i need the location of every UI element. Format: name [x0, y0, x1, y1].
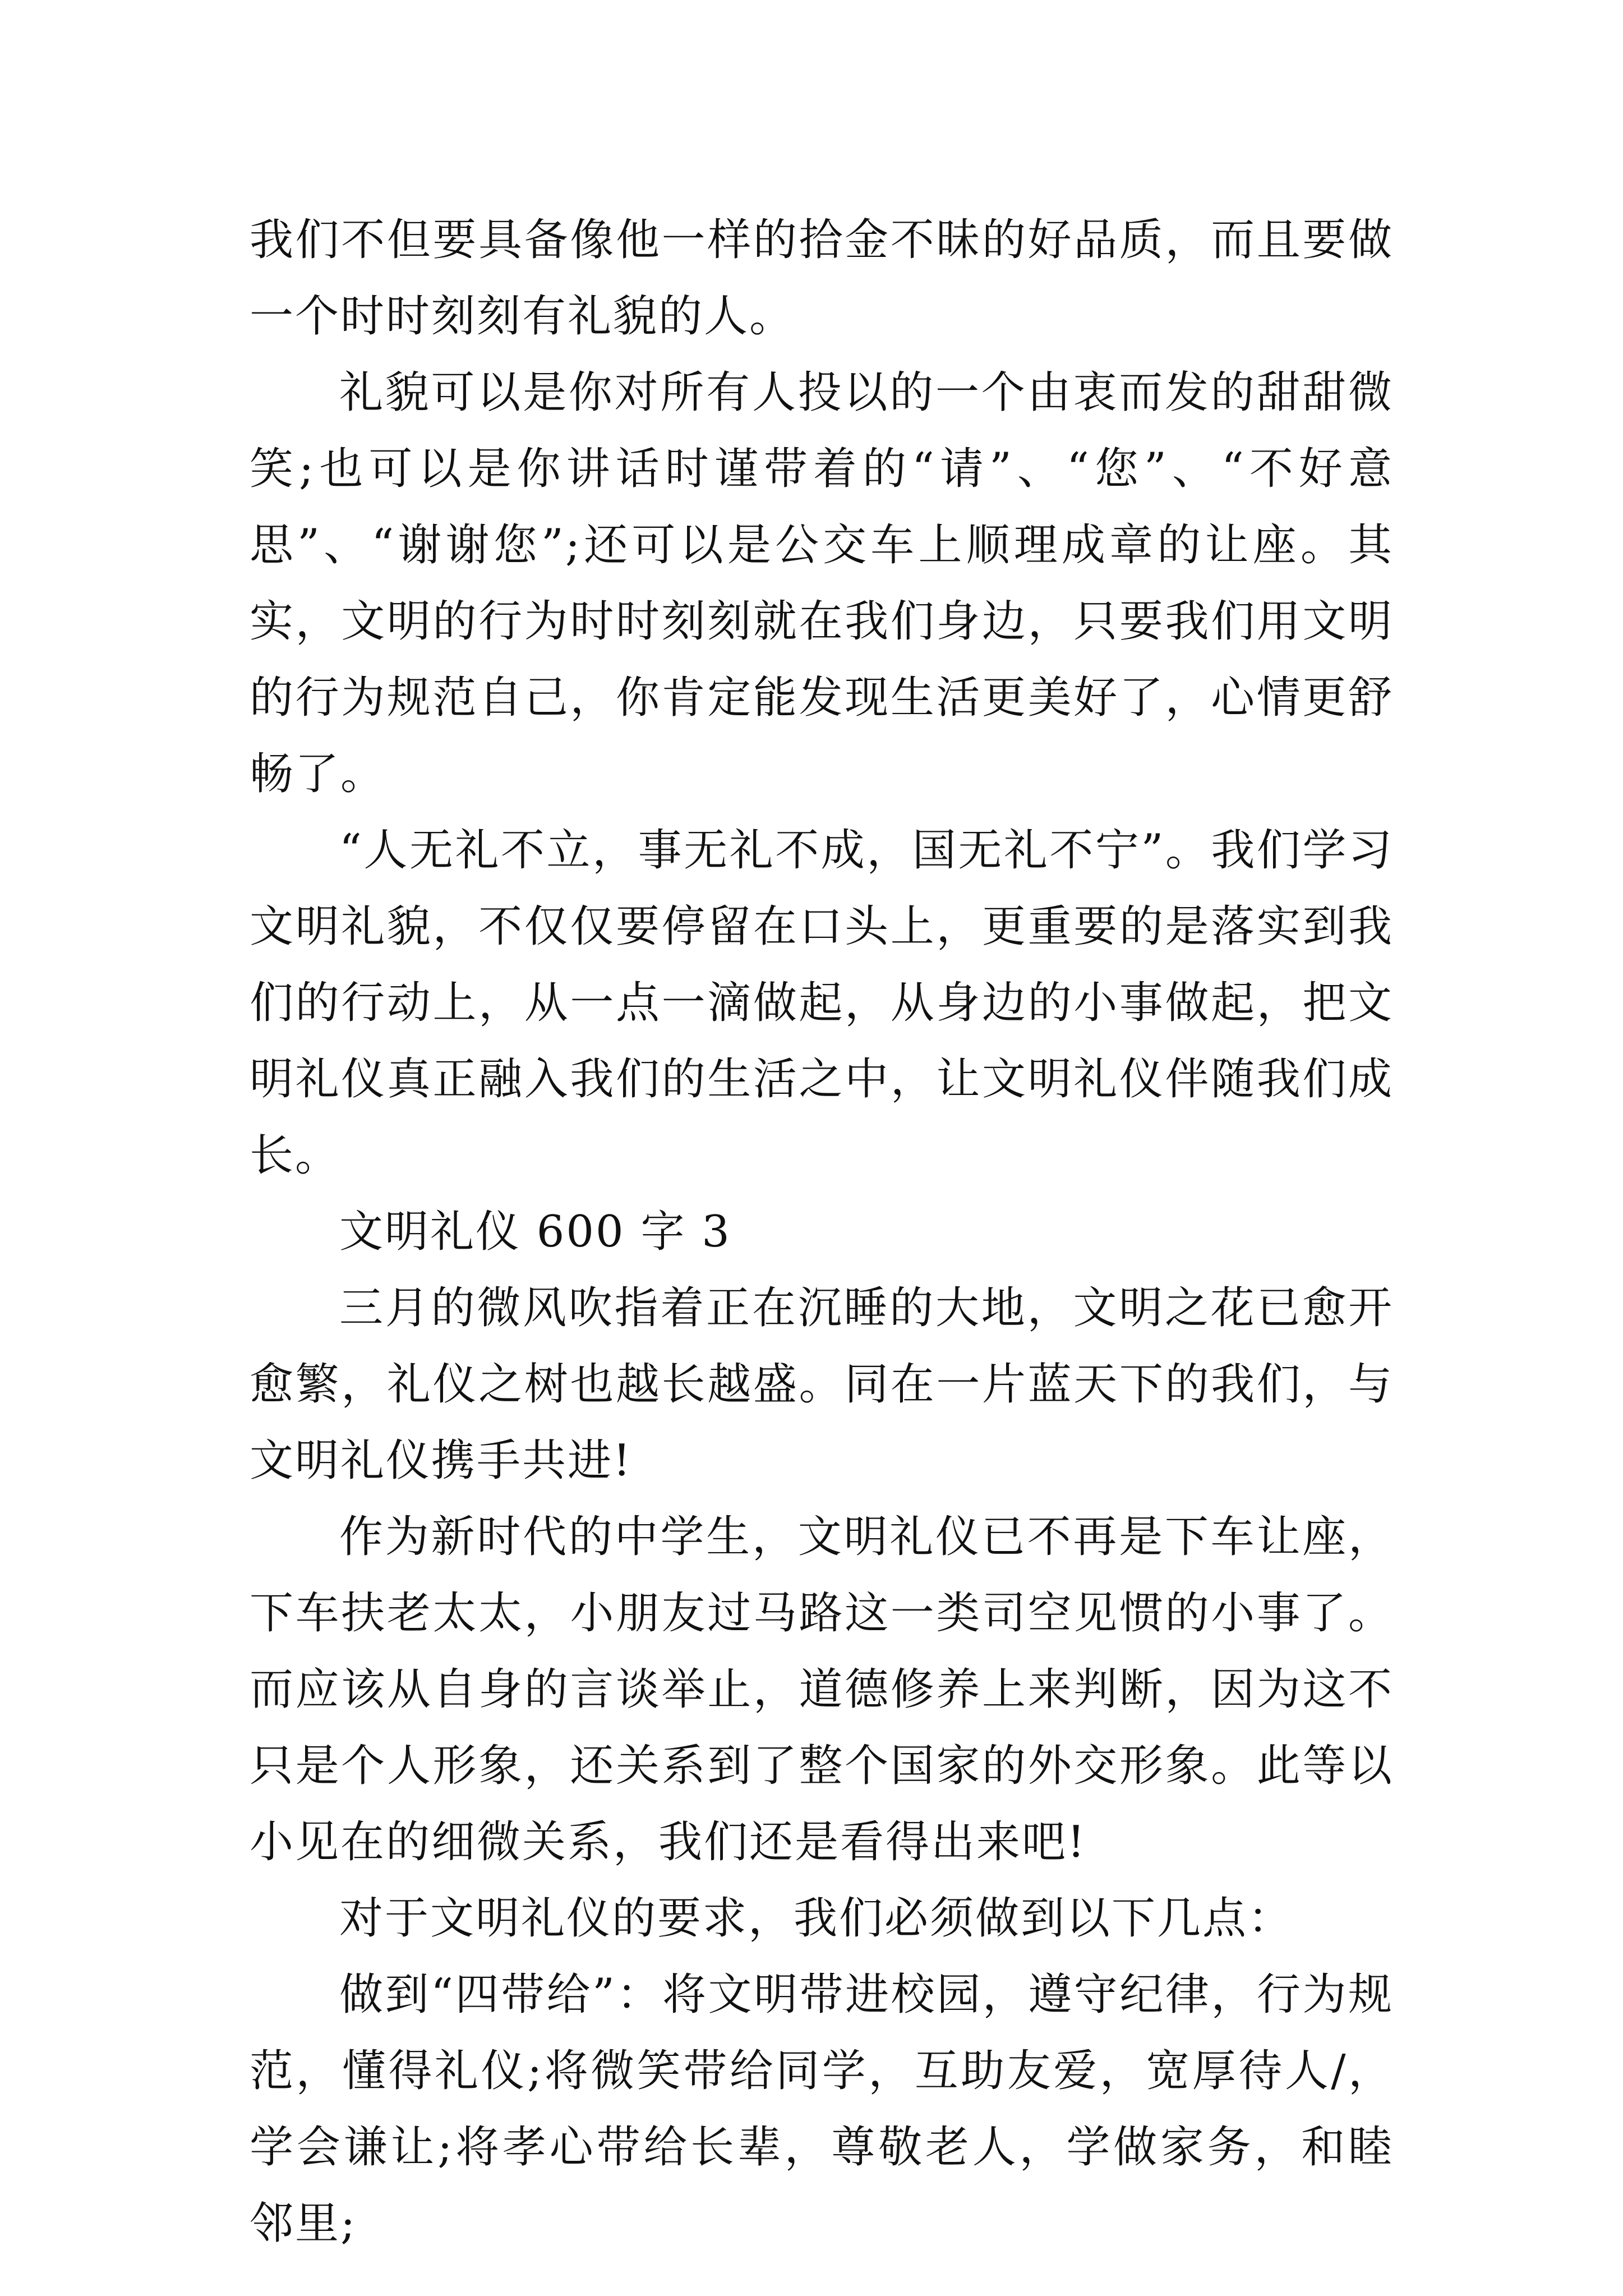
- paragraph: “人无礼不立，事无礼不成，国无礼不宁”。我们学习文明礼貌，不仅仅要停留在口头上，更重要的是落实到我们的行动上，从一点一滴做起，从身边的小事做起，把文明礼仪真正融入我们的生活之中，让文明礼仪伴随我们成长。: [250, 825, 1394, 1181]
- paragraph: 我们不但要具备像他一样的拾金不昧的好品质，而且要做一个时时刻刻有礼貌的人。: [250, 215, 1394, 342]
- document-body: [250, 202, 1394, 2262]
- paragraph: 礼貌可以是你对所有人投以的一个由衷而发的甜甜微笑;也可以是你讲话时谨带着的“请”、“您”、“不好意思”、“谢谢您”;还可以是公交车上顺理成章的让座。其实，文明的行为时时刻刻就在我们身边，只要我们用文明的行为规范自己，你肯定能发现生活更美好了，心情更舒畅了。: [250, 367, 1394, 799]
- section-heading: 文明礼仪 600 字 3: [339, 1207, 731, 1257]
- paragraph: 作为新时代的中学生，文明礼仪已不再是下车让座，下车扶老太太，小朋友过马路这一类司空见惯的小事了。而应该从自身的言谈举止，道德修养上来判断，因为这不只是个人形象，还关系到了整个国家的外交形象。此等以小见在的细微关系，我们还是看得出来吧!: [250, 1512, 1394, 1867]
- paragraph: 三月的微风吹指着正在沉睡的大地，文明之花已愈开愈繁，礼仪之树也越长越盛。同在一片蓝天下的我们，与文明礼仪携手共进!: [250, 1283, 1394, 1486]
- paragraph: 对于文明礼仪的要求，我们必须做到以下几点：: [339, 1893, 1294, 1944]
- paragraph: 做到“四带给”：将文明带进校园，遵守纪律，行为规范，懂得礼仪;将微笑带给同学，互助友爱，宽厚待人/，学会谦让;将孝心带给长辈，尊敬老人，学做家务，和睦邻里;: [250, 1970, 1394, 2249]
